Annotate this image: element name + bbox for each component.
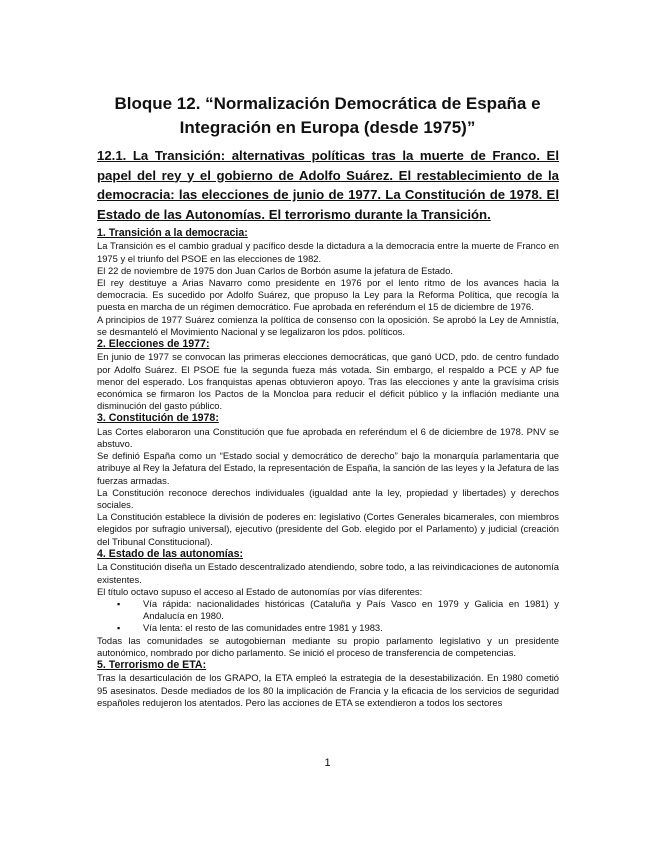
paragraph: La Constitución establece la división de poderes en: legislativo (Cortes Generales bicamerales, con miembros elegidos por sufragio universal), ejecutivo (presidente del Gob. elegido por el Parlamento) y judicial (creación del Tribunal Constitucional). (97, 511, 559, 547)
paragraph: En junio de 1977 se convocan las primeras elecciones democráticas, que ganó UCD, pdo. de centro fundado por Adolfo Suárez. El PSOE fue la segunda fueza más votada. Sin embargo, el respaldo a PCE y AP fue menor del esperado. Los franquistas apenas obtuvieron apoyo. Tras las elecciones y ante la gravísima crisis económica se firmaron los Pactos de la Moncloa para reducir el déficit público y la inflación mediante una disminución del gasto público. (97, 351, 559, 412)
heading-constitucion: 3. Constitución de 1978: (97, 412, 219, 425)
paragraph: Tras la desarticulación de los GRAPO, la ETA empleó la estrategia de la desestabilización. En 1980 cometió 95 asesinatos. Desde mediados de los 80 la implicación de Francia y la eficacia de los servicios de seguridad españoles redujeron los atentados. Pero las acciones de ETA se extendieron a todos los sectores (97, 672, 559, 708)
paragraph: Todas las comunidades se autogobiernan mediante su propio parlamento legislativo y un presidente autonómico, nombrado por dicho parlamento. Se inició el proceso de transferencia de competencias. (97, 634, 559, 658)
paragraph: La Constitución reconoce derechos individuales (igualdad ante la ley, propiedad y libertades) y derechos sociales. (97, 486, 559, 511)
paragraph: La Transición es el cambio gradual y pacífico desde la dictadura a la democracia entre la muerte de Franco en 1975 y el triunfo del PSOE en las elecciones de 1982. (97, 240, 559, 264)
page-number: 1 (324, 757, 331, 769)
paragraph: La Constitución diseña un Estado descentralizado atendiendo, sobre todo, a las reivindicaciones de autonomía existentes. (97, 561, 559, 585)
heading-terrorismo: 5. Terrorismo de ETA: (97, 658, 207, 671)
bullet-list (97, 598, 559, 635)
paragraph: El 22 de noviembre de 1975 don Juan Carlos de Borbón asume la jefatura de Estado. (97, 264, 453, 276)
section-subtitle: 12.1. La Transición: alternativas políticas tras la muerte de Franco. El papel del rey y el gobierno de Adolfo Suárez. El restablecimiento de la democracia: las elecciones de junio de 1977. La Constitución de 1978. El Estado de las Autonomías. El terrorismo durante la Transición. (97, 148, 559, 222)
document-title-line-2: Integración en Europa (desde 1975)” (179, 118, 476, 137)
paragraph: El título octavo supuso el acceso al Estado de autonomías por vías diferentes: (97, 585, 423, 597)
list-item: ▪ Vía rápida: nacionalidades históricas (Cataluña y País Vasco en 1979 y Galicia en 1981) y Andalucía en 1980. (143, 598, 559, 622)
paragraph: Se definió España como un “Estado social y democrático de derecho” bajo la monarquía parlamentaria que atribuye al Rey la Jefatura del Estado, la representación de España, la sanción de las leyes y la Jefatura de las fuerzas armadas. (97, 450, 559, 486)
heading-autonomias: 4. Estado de las autonomías: (97, 547, 243, 560)
paragraph: Las Cortes elaboraron una Constitución que fue aprobada en referéndum el 6 de diciembre de 1978. PNV se abstuvo. (97, 425, 559, 450)
document-title-line-1: Bloque 12. “Normalización Democrática de España e (114, 94, 541, 113)
paragraph: A principios de 1977 Suárez comienza la política de consenso con la oposición. Se aprobó la Ley de Amnistía, se desmanteló el Movimiento Nacional y se legalizaron los pdos. políticos. (97, 313, 559, 337)
list-item: ▪ Vía lenta: el resto de las comunidades entre 1981 y 1983. (143, 622, 559, 634)
heading-transicion: 1. Transición a la democracia: (97, 227, 248, 239)
paragraph: El rey destituye a Arias Navarro como presidente en 1976 por el lento ritmo de los avances hacia la democracia. Es sucedido por Adolfo Suárez, que propuso la Ley para la Reforma Política, que recogía la puesta en marcha de un régimen democrático. Fue aprobada en referéndum el 15 de diciembre de 1976. (97, 277, 559, 313)
heading-elecciones: 2. Elecciones de 1977: (97, 338, 210, 351)
document-body (97, 227, 559, 709)
